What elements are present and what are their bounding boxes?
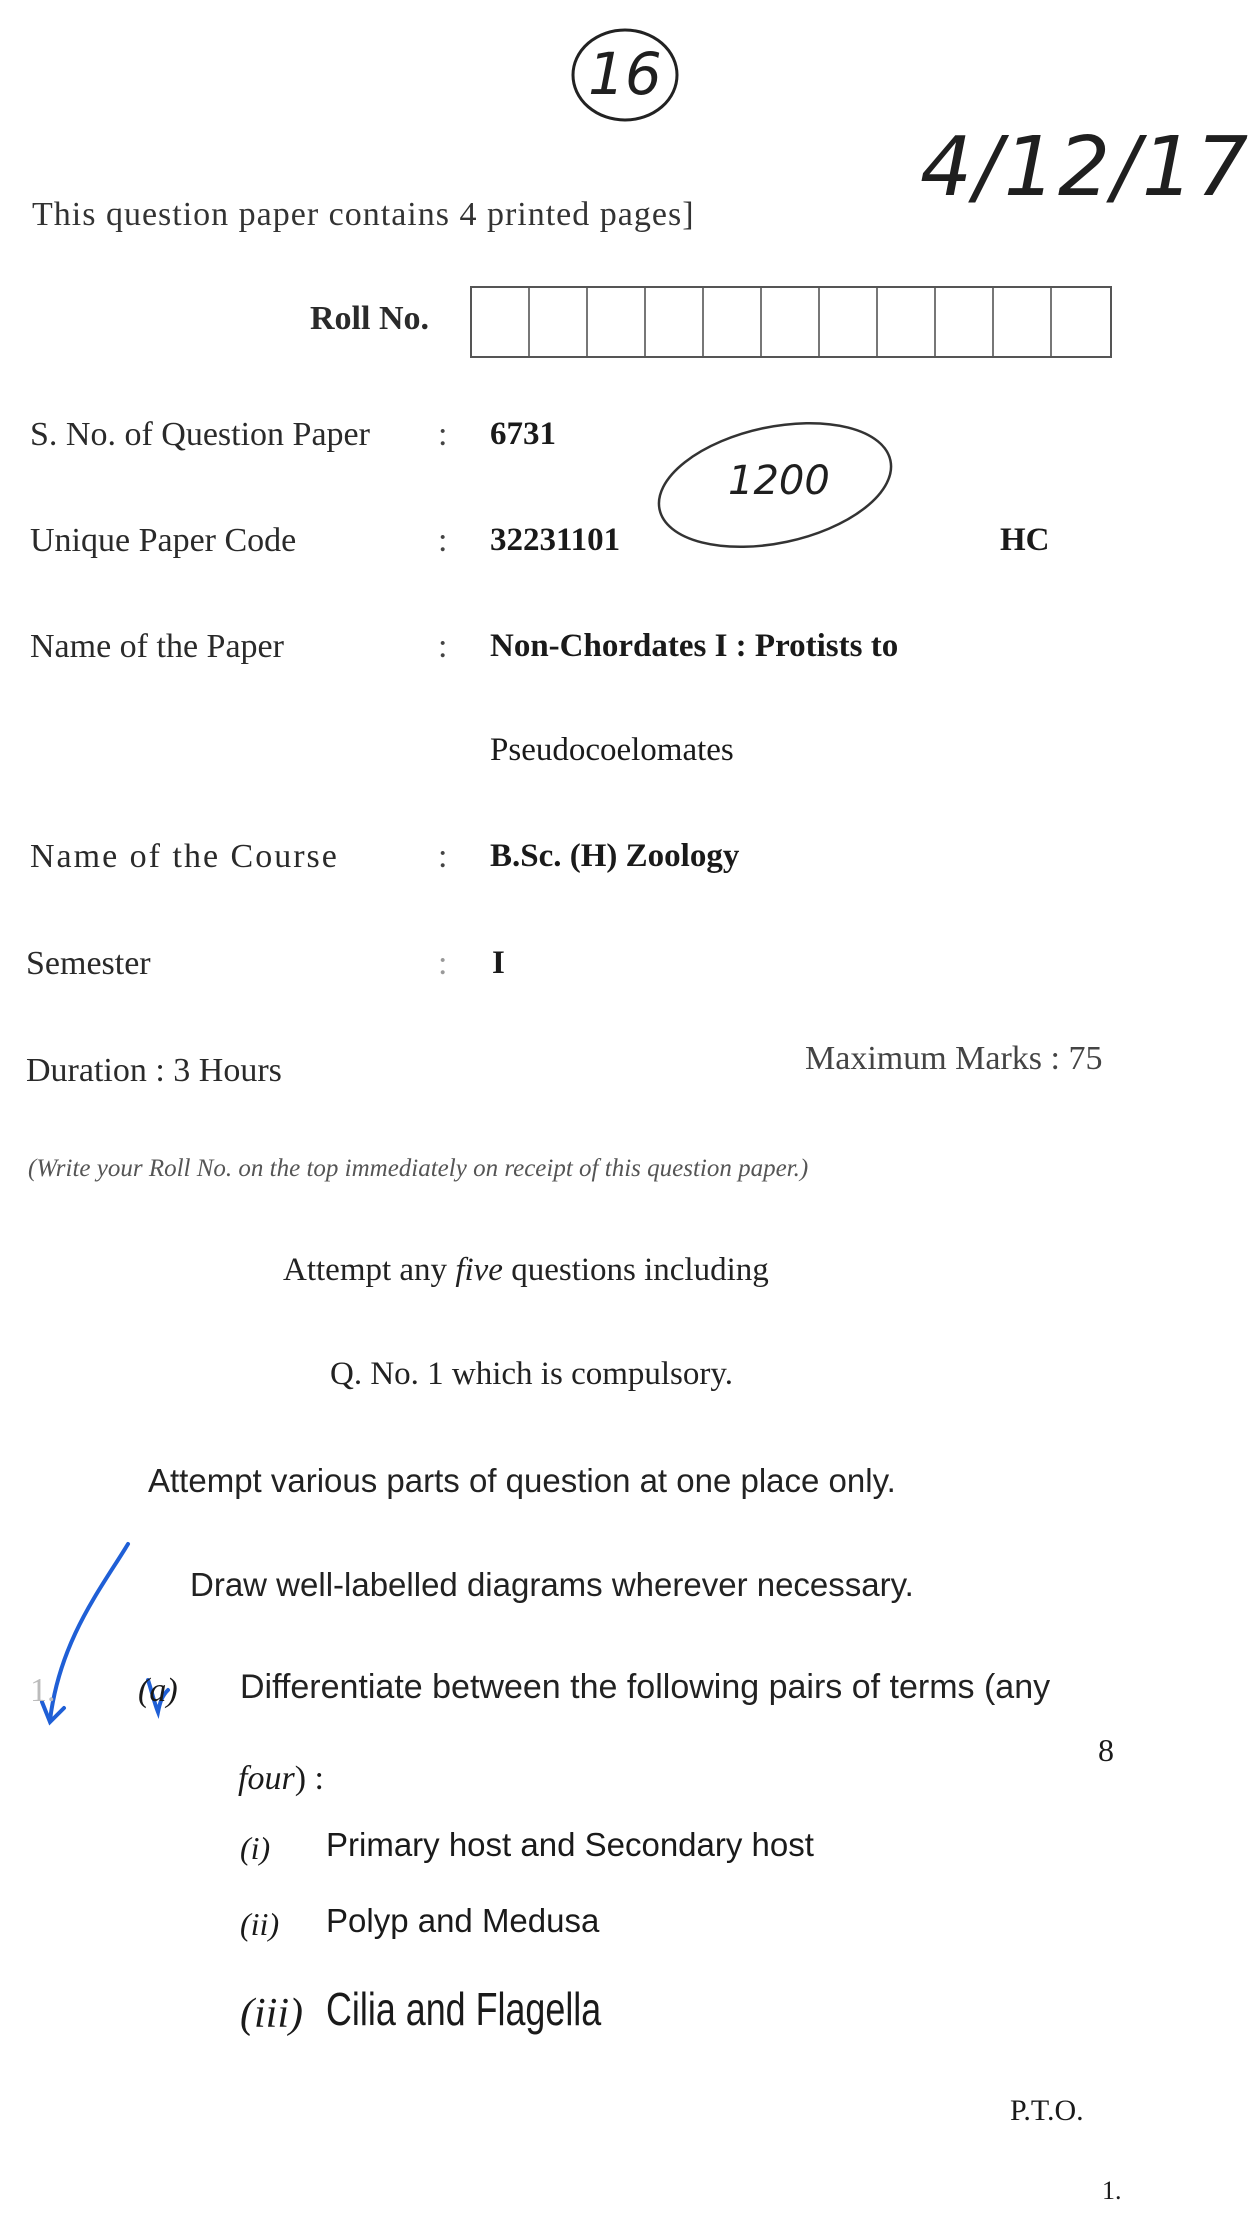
- roll-box[interactable]: [588, 288, 646, 356]
- paper-name-value-line1: Non-Chordates I : Protists to: [490, 628, 899, 664]
- semester-colon: :: [438, 945, 448, 982]
- question-prompt-rest: ) :: [294, 1760, 324, 1797]
- question-prompt-line-1: Differentiate between the following pairs of terms (any: [240, 1668, 1051, 1706]
- item-2-num: (ii): [240, 1906, 280, 1942]
- sno-colon: :: [438, 416, 448, 453]
- pages-note: This question paper contains 4 printed pages]: [32, 196, 695, 233]
- attempt-line-4: Draw well-labelled diagrams wherever necessary.: [190, 1566, 914, 1603]
- attempt-line-2: Q. No. 1 which is compulsory.: [330, 1356, 733, 1392]
- sno-value: 6731: [490, 416, 556, 452]
- roll-instruction-note: (Write your Roll No. on the top immediately on receipt of this question paper.): [28, 1155, 809, 1182]
- maximum-marks: Maximum Marks : 75: [805, 1040, 1103, 1077]
- duration: Duration : 3 Hours: [26, 1052, 282, 1089]
- item-3-num: (iii): [240, 1991, 303, 2037]
- page-mark: 1.: [1102, 2176, 1122, 2205]
- roll-box[interactable]: [936, 288, 994, 356]
- roll-box[interactable]: [820, 288, 878, 356]
- question-prompt-four: four: [238, 1760, 295, 1797]
- item-1-text: Primary host and Secondary host: [326, 1826, 814, 1863]
- semester-label: Semester: [26, 945, 151, 982]
- roll-box[interactable]: [878, 288, 936, 356]
- attempt-line-1-c: questions including: [511, 1252, 769, 1288]
- semester-value: I: [492, 945, 505, 981]
- course-colon: :: [438, 838, 448, 875]
- course-label: Name of the Course: [30, 838, 339, 875]
- attempt-line-1-a: Attempt any: [283, 1252, 448, 1288]
- pto: P.T.O.: [1010, 2094, 1084, 2127]
- roll-box[interactable]: [994, 288, 1052, 356]
- sno-label: S. No. of Question Paper: [30, 416, 370, 453]
- roll-box[interactable]: [530, 288, 588, 356]
- roll-no-boxes[interactable]: [470, 286, 1112, 358]
- paper-name-label: Name of the Paper: [30, 628, 284, 665]
- handwritten-circle-number: 16: [588, 40, 662, 108]
- upc-colon: :: [438, 522, 448, 559]
- upc-label: Unique Paper Code: [30, 522, 297, 559]
- attempt-line-3: Attempt various parts of question at one place only.: [148, 1462, 896, 1499]
- attempt-line-1-five: five: [455, 1252, 503, 1288]
- roll-box[interactable]: [762, 288, 820, 356]
- attempt-line-1: [283, 1252, 769, 1289]
- upc-value: 32231101: [490, 522, 621, 558]
- roll-box[interactable]: [646, 288, 704, 356]
- paper-name-value-line2: Pseudocoelomates: [490, 732, 734, 768]
- question-part-label: (a): [138, 1672, 178, 1709]
- roll-box[interactable]: [704, 288, 762, 356]
- item-3-text: Cilia and Flagella: [326, 1983, 602, 2035]
- handwritten-date: 4/12/17: [920, 120, 1250, 215]
- handwritten-circled-count: 1200: [728, 458, 830, 504]
- question-marks: 8: [1098, 1732, 1114, 1768]
- roll-box[interactable]: [472, 288, 530, 356]
- question-prompt-line-2: [238, 1760, 324, 1798]
- question-number: 1.: [30, 1672, 56, 1709]
- roll-no-label: Roll No.: [310, 300, 429, 337]
- roll-box[interactable]: [1052, 288, 1110, 356]
- hc-value: HC: [1000, 522, 1050, 558]
- paper-name-colon: :: [438, 628, 448, 665]
- item-1-num: (i): [240, 1830, 271, 1866]
- item-2-text: Polyp and Medusa: [326, 1902, 600, 1939]
- course-value: B.Sc. (H) Zoology: [490, 838, 740, 874]
